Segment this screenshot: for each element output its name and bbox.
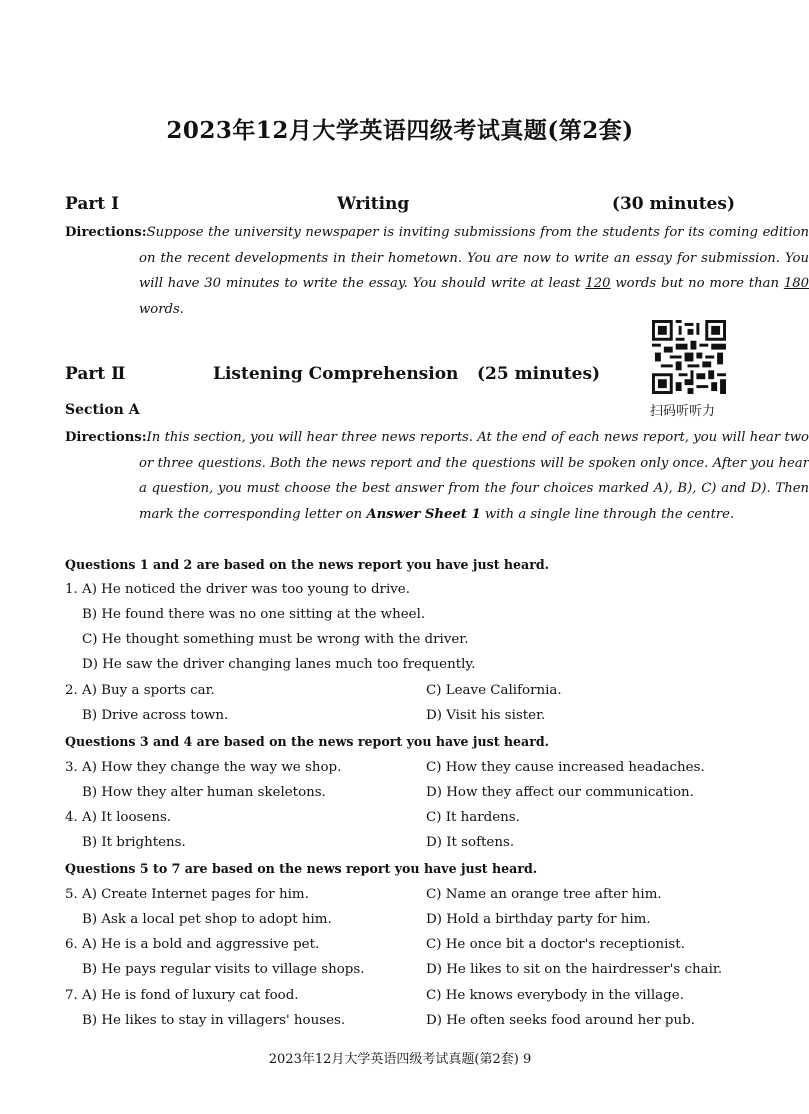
question-group-heading: Questions 1 and 2 are based on the news report you have just heard. [65,557,550,572]
q2-option-a: 2. A) Buy a sports car. [65,683,215,698]
directions-end: words. [139,301,184,317]
q3-option-b: B) How they alter human skeletons. [82,785,326,800]
answer-sheet-ref: Answer Sheet 1 [366,506,481,522]
question-group-heading: Questions 3 and 4 are based on the news report you have just heard. [65,734,550,749]
directions-label: Directions: [65,430,147,445]
q5-option-a: 5. A) Create Internet pages for him. [65,887,309,902]
q2-option-d: D) Visit his sister. [426,708,546,723]
q7-option-b: B) He likes to stay in villagers' houses. [82,1013,346,1028]
q1-option-d: D) He saw the driver changing lanes much too frequently. [82,657,476,672]
q1-option-a: 1. A) He noticed the driver was too young to drive. [65,582,410,597]
part-1-name: Writing [337,194,410,214]
q2-option-c: C) Leave California. [426,683,562,698]
q4-option-a: 4. A) It loosens. [65,810,172,825]
part-2-directions [65,425,809,527]
directions-end: with a single line through the centre. [480,506,735,522]
directions-text [139,225,809,317]
directions-text [139,430,809,522]
directions-body: In this section, you will hear three news reports. At the end of each news report, you will hear two or three questions. Both the news report and the questions will be spoken only once. After you hear a question, you must choose the best answer from the four choices marked A), B), C) and D). Then mark the corresponding letter on [139,430,809,522]
q3-option-c: C) How they cause increased headaches. [426,760,705,775]
q1-option-b: B) He found there was no one sitting at the wheel. [82,607,426,622]
question-group-heading: Questions 5 to 7 are based on the news report you have just heard. [65,861,538,876]
q4-option-b: B) It brightens. [82,835,186,850]
q1-option-c: C) He thought something must be wrong with the driver. [82,632,469,647]
part-2-label: Part Ⅱ [65,364,126,384]
q5-option-b: B) Ask a local pet shop to adopt him. [82,912,332,927]
qr-caption: 扫码听听力 [650,404,716,419]
q3-option-a: 3. A) How they change the way we shop. [65,760,342,775]
directions-mid: words but no more than [610,276,784,291]
q4-option-d: D) It softens. [426,835,515,850]
q6-option-b: B) He pays regular visits to village shops. [82,962,365,977]
q5-option-c: C) Name an orange tree after him. [426,887,662,902]
part-1-directions [65,220,809,322]
q7-option-d: D) He often seeks food around her pub. [426,1013,695,1028]
directions-label: Directions: [65,225,147,240]
directions-body: Suppose the university newspaper is inviting submissions from the students for its coming edition on the recent developments in their hometown. You are now to write an essay for submission. You will have 30 minutes to write the essay. You should write at least [139,225,809,291]
part-2-name: Listening Comprehension [213,364,459,384]
q3-option-d: D) How they affect our communication. [426,785,694,800]
qr-code-icon [652,320,726,394]
page-footer: 2023年12月大学英语四级考试真题(第2套) 9 [268,1052,532,1067]
q7-option-a: 7. A) He is fond of luxury cat food. [65,988,299,1003]
q4-option-c: C) It hardens. [426,810,520,825]
part-2-time: (25 minutes) [477,364,601,384]
q2-option-b: B) Drive across town. [82,708,229,723]
q5-option-d: D) Hold a birthday party for him. [426,912,651,927]
q7-option-c: C) He knows everybody in the village. [426,988,684,1003]
q6-option-a: 6. A) He is a bold and aggressive pet. [65,937,320,952]
q6-option-d: D) He likes to sit on the hairdresser's chair. [426,962,723,977]
section-a-heading: Section A [65,402,140,418]
page-title: 2023年12月大学英语四级考试真题(第2套) [166,117,634,144]
max-words: 180 [783,276,809,291]
part-1-label: Part Ⅰ [65,194,120,214]
q6-option-c: C) He once bit a doctor's receptionist. [426,937,685,952]
min-words: 120 [585,276,611,291]
part-1-time: (30 minutes) [611,194,735,214]
